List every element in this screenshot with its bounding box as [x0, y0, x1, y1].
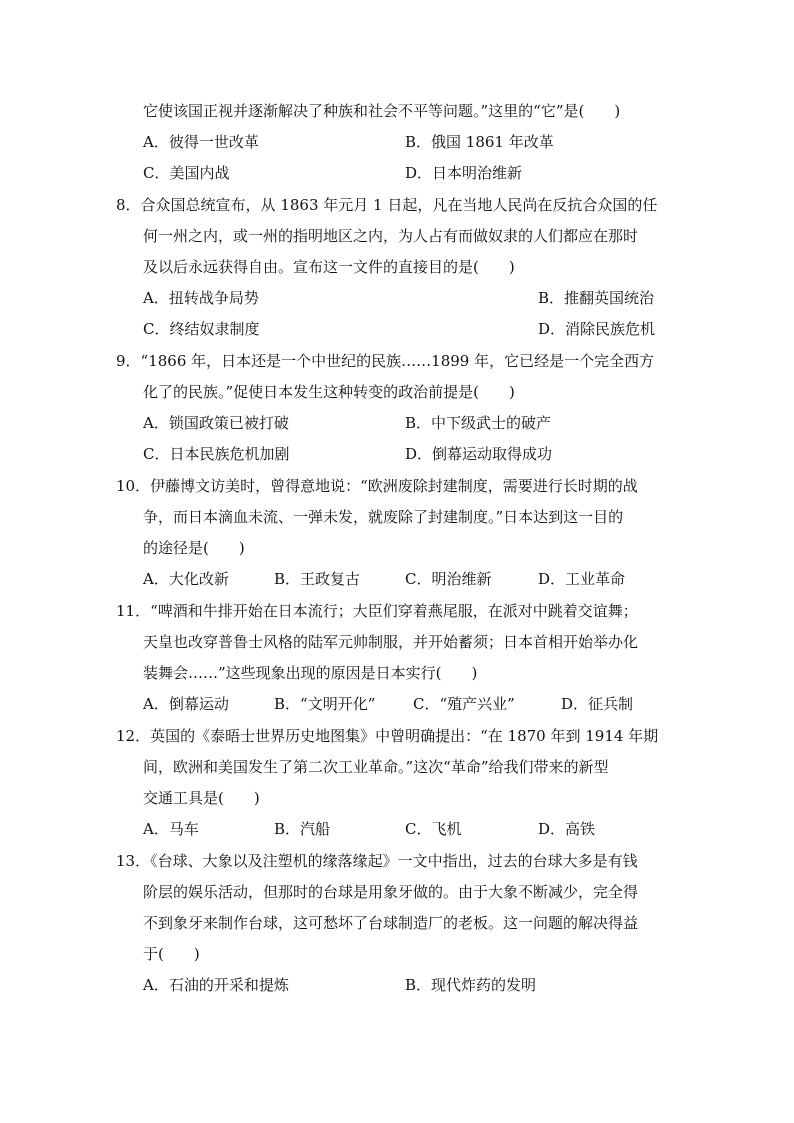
q11-options-row — [143, 694, 703, 714]
q11-stem-line-3: 装舞会……”这些现象出现的原因是日本实行( ) — [143, 664, 478, 682]
q7-option-a: A．彼得一世改革 — [143, 133, 259, 151]
q9-stem-line-2: 化了的民族。”促使日本发生这种转变的政治前提是( ) — [143, 383, 515, 401]
q13-stem-line-2: 阶层的娱乐活动，但那时的台球是用象牙做的。由于大象不断减少，完全得 — [143, 883, 639, 901]
q8-option-c: C．终结奴隶制度 — [143, 320, 260, 338]
q8-stem-line-1: 8．合众国总统宣布，从 1863 年元月 1 日起，凡在当地人民尚在反抗合众国的任 — [116, 196, 658, 214]
q11-option-b: B．“文明开化” — [274, 695, 376, 713]
q9-options-row-2 — [143, 444, 703, 464]
q10-option-a: A．大化改新 — [143, 570, 229, 588]
q8-option-d: D．消除民族危机 — [538, 320, 656, 338]
q9-option-c: C．日本民族危机加剧 — [143, 445, 290, 463]
q12-option-d: D．高铁 — [538, 820, 596, 838]
q9-option-b: B．中下级武士的破产 — [405, 414, 552, 432]
q12-options-row — [143, 819, 703, 839]
q12-option-a: A．马车 — [143, 820, 199, 838]
q7-option-d: D．日本明治维新 — [405, 164, 523, 182]
q8-stem-line-3: 及以后永远获得自由。宣布这一文件的直接目的是( ) — [143, 258, 515, 276]
q10-stem-line-2: 争，而日本滴血未流、一弹未发，就废除了封建制度。”日本达到这一目的 — [143, 508, 624, 526]
q8-option-b: B．推翻英国统治 — [538, 289, 655, 307]
q10-options-row — [143, 569, 703, 589]
q12-stem-line-1: 12．英国的《泰晤士世界历史地图集》中曾明确提出：“在 1870 年到 1914 年期 — [116, 727, 659, 745]
q11-option-a: A．倒幕运动 — [143, 695, 229, 713]
q13-stem-line-1: 13．《台球、大象以及注塑机的缘落缘起》一文中指出，过去的台球大多是有钱 — [116, 852, 638, 870]
q7-options-row-2 — [143, 163, 703, 183]
q10-option-b: B．王政复古 — [274, 570, 361, 588]
q12-option-c: C．飞机 — [405, 820, 462, 838]
q11-stem-line-2: 天皇也改穿普鲁士风格的陆军元帅制服，并开始蓄须；日本首相开始举办化 — [143, 633, 639, 651]
q9-option-a: A．锁国政策已被打破 — [143, 414, 289, 432]
q10-stem-line-3: 的途径是( ) — [143, 539, 245, 557]
q10-option-c: C．明治维新 — [405, 570, 492, 588]
q8-option-a: A．扭转战争局势 — [143, 289, 259, 307]
q10-stem-line-1: 10．伊藤博文访美时，曾得意地说：“欧洲废除封建制度，需要进行长时期的战 — [116, 477, 638, 495]
q9-options-row-1 — [143, 413, 703, 433]
q12-stem-line-2: 间，欧洲和美国发生了第二次工业革命。”这次“革命”给我们带来的新型 — [143, 758, 609, 776]
q7-options-row-1 — [143, 132, 703, 152]
q12-option-b: B．汽船 — [274, 820, 331, 838]
q7-option-c: C．美国内战 — [143, 164, 230, 182]
q10-option-d: D．工业革命 — [538, 570, 626, 588]
q11-option-d: D．征兵制 — [561, 695, 634, 713]
q8-stem-line-2: 何一州之内，或一州的指明地区之内，为人占有而做奴隶的人们都应在那时 — [143, 227, 639, 245]
q13-stem-line-3: 不到象牙来制作台球，这可愁坏了台球制造厂的老板。这一问题的解决得益 — [143, 914, 639, 932]
q13-option-b: B．现代炸药的发明 — [405, 976, 537, 994]
q8-options-row-1 — [143, 288, 703, 308]
q12-stem-line-3: 交通工具是( ) — [143, 789, 260, 807]
q7-option-b: B．俄国 1861 年改革 — [405, 133, 554, 151]
q9-stem-line-1: 9．“1866 年，日本还是一个中世纪的民族……1899 年，它已经是一个完全西方 — [116, 352, 655, 370]
q7-stem-line: 它使该国正视并逐渐解决了种族和社会不平等问题。”这里的“它”是( ) — [143, 102, 621, 120]
q13-stem-line-4: 于( ) — [143, 945, 200, 963]
q9-option-d: D．倒幕运动取得成功 — [405, 445, 553, 463]
q8-options-row-2 — [143, 319, 703, 339]
q13-option-a: A．石油的开采和提炼 — [143, 976, 289, 994]
q11-option-c: C．“殖产兴业” — [413, 695, 515, 713]
q13-options-row-1 — [143, 975, 703, 995]
q11-stem-line-1: 11．“啤酒和牛排开始在日本流行；大臣们穿着燕尾服，在派对中跳着交谊舞； — [116, 602, 638, 620]
